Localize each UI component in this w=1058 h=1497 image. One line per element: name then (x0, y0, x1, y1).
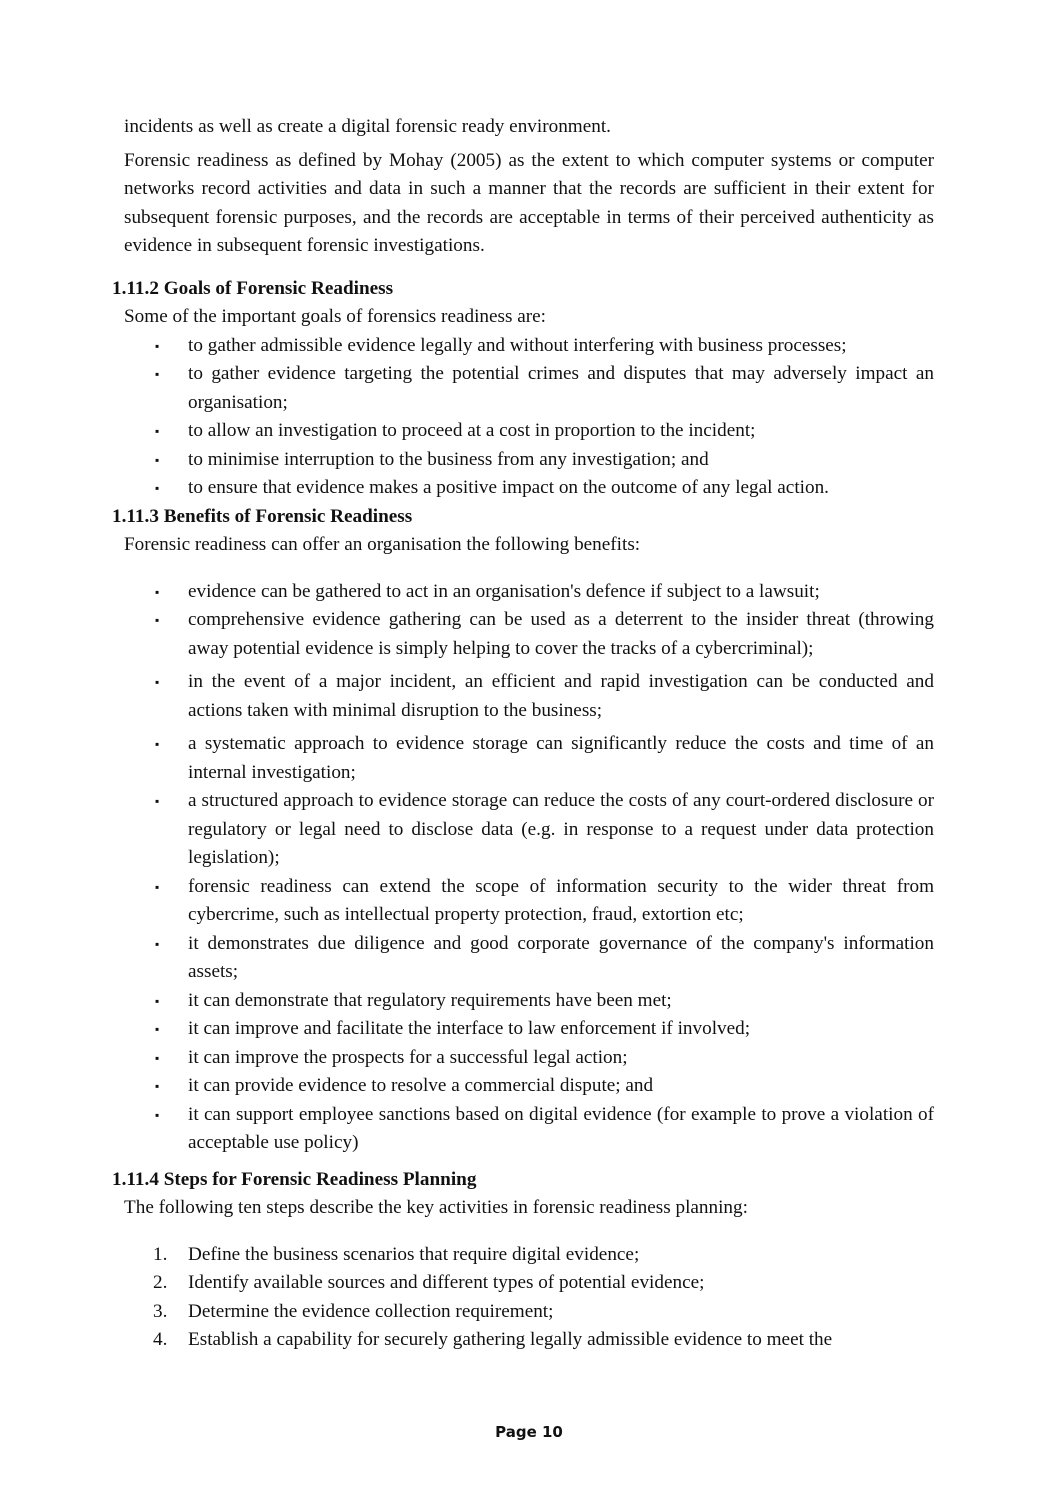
bullet-icon: ▪ (155, 936, 160, 951)
bullet-icon: ▪ (155, 1022, 160, 1036)
list-item: ▪ it demonstrates due diligence and good corporate governance of the company's information assets; (188, 930, 934, 987)
list-item: 3. Determine the evidence collection requirement; (188, 1298, 934, 1327)
list-item: ▪ to ensure that evidence makes a positive impact on the outcome of any legal action. (188, 474, 934, 503)
intro-paragraph-continuation: incidents as well as create a digital forensic ready environment. (124, 116, 611, 137)
bullet-icon: ▪ (155, 452, 160, 467)
section-heading-steps: 1.11.4 Steps for Forensic Readiness Planning (112, 1168, 477, 1190)
steps-intro: The following ten steps describe the key activities in forensic readiness planning: (124, 1197, 748, 1218)
list-item: ▪ a structured approach to evidence storage can reduce the costs of any court-ordered disclosure or regulatory or legal need to disclose data (e.g. in response to a request under data protection legislation); (188, 787, 934, 873)
list-item: 1. Define the business scenarios that require digital evidence; (188, 1241, 934, 1270)
bullet-icon: ▪ (155, 675, 160, 689)
list-item: ▪ forensic readiness can extend the scope of information security to the wider threat from cybercrime, such as intellectual property protection, fraud, extortion etc; (188, 873, 934, 930)
step-number: 2. (153, 1272, 168, 1293)
list-item: ▪ to allow an investigation to proceed at a cost in proportion to the incident; (188, 417, 934, 446)
bullet-icon: ▪ (155, 584, 160, 599)
bullet-icon: ▪ (155, 1079, 160, 1093)
list-item: ▪ it can provide evidence to resolve a commercial dispute; and (188, 1072, 934, 1101)
list-item: ▪ comprehensive evidence gathering can be used as a deterrent to the insider threat (throwing away potential evidence is simply helping to cover the tracks of a cybercriminal); (188, 606, 934, 663)
bullet-icon: ▪ (155, 424, 160, 438)
bullet-icon: ▪ (155, 1050, 160, 1065)
list-item: ▪ a systematic approach to evidence storage can significantly reduce the costs and time of an internal investigation; (188, 730, 934, 787)
list-item: ▪ to gather evidence targeting the potential crimes and disputes that may adversely impact an organisation; (188, 360, 934, 417)
list-item: ▪ to minimise interruption to the business from any investigation; and (188, 446, 934, 475)
list-item: ▪ it can support employee sanctions based on digital evidence (for example to prove a violation of acceptable use policy) (188, 1101, 934, 1158)
bullet-icon: ▪ (155, 1107, 160, 1122)
bullet-icon: ▪ (155, 613, 160, 627)
goals-list (0, 332, 1058, 503)
step-number: 1. (153, 1243, 168, 1265)
step-number: 4. (153, 1329, 168, 1350)
bullet-icon: ▪ (155, 794, 160, 808)
bullet-icon: ▪ (155, 879, 160, 894)
section-heading-benefits: 1.11.3 Benefits of Forensic Readiness (112, 505, 413, 527)
step-number: 3. (153, 1300, 168, 1322)
list-item: ▪ it can improve and facilitate the interface to law enforcement if involved; (188, 1015, 934, 1044)
list-item: 2. Identify available sources and different types of potential evidence; (188, 1269, 934, 1298)
bullet-icon: ▪ (155, 367, 160, 381)
list-item: 4. Establish a capability for securely gathering legally admissible evidence to meet the (188, 1326, 934, 1355)
goals-intro: Some of the important goals of forensics readiness are: (124, 306, 547, 327)
section-heading-goals: 1.11.2 Goals of Forensic Readiness (112, 277, 394, 299)
benefits-list (0, 578, 1058, 1158)
list-item: ▪ evidence can be gathered to act in an organisation's defence if subject to a lawsuit; (188, 578, 934, 607)
bullet-icon: ▪ (155, 993, 160, 1008)
bullet-icon: ▪ (155, 737, 160, 751)
list-item: ▪ it can demonstrate that regulatory requirements have been met; (188, 987, 934, 1016)
list-item: ▪ to gather admissible evidence legally and without interfering with business processes; (188, 332, 934, 361)
list-item: ▪ it can improve the prospects for a successful legal action; (188, 1044, 934, 1073)
steps-list (0, 1241, 1058, 1355)
bullet-icon: ▪ (155, 338, 160, 353)
page-number: Page 10 (495, 1423, 563, 1441)
intro-paragraph-definition: Forensic readiness as defined by Mohay (2005) as the extent to which computer systems or computer networks record activities and data in such a manner that the records are sufficient in their extent for subsequent forensic purposes, and the records are acceptable in terms of their perceived authenticity as evidence in subsequent forensic investigations. (124, 149, 934, 256)
benefits-intro: Forensic readiness can offer an organisation the following benefits: (124, 534, 641, 555)
list-item: ▪ in the event of a major incident, an efficient and rapid investigation can be conducted and actions taken with minimal disruption to the business; (188, 668, 934, 725)
bullet-icon: ▪ (155, 481, 160, 495)
